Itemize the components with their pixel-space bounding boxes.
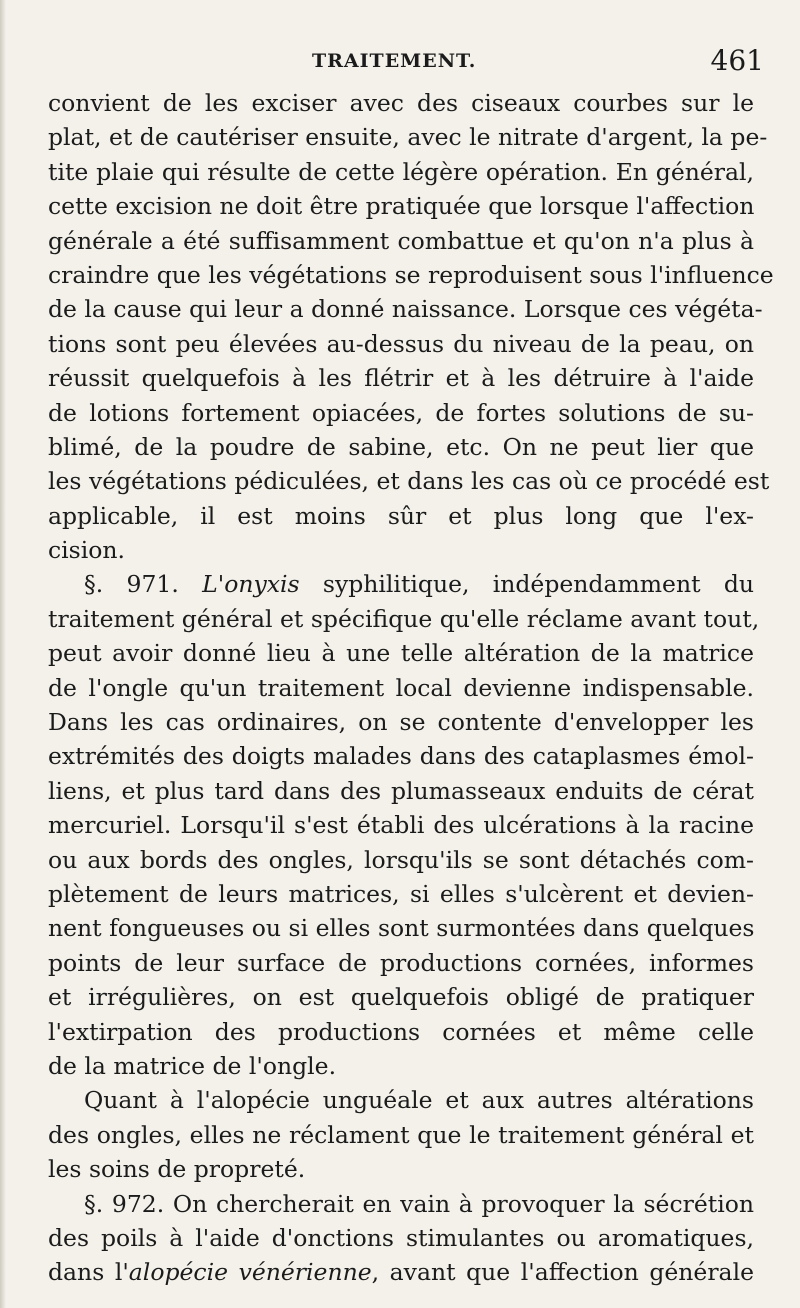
text-line: de la matrice de l'ongle. xyxy=(48,1051,337,1080)
text-line: de l'ongle qu'un traitement local devienne indispensable. xyxy=(48,673,754,702)
page-edge xyxy=(0,0,6,1308)
text-line: plètement de leurs matrices, si elles s'ulcèrent et devien- xyxy=(48,879,754,908)
page-number: 461 xyxy=(710,44,764,77)
text-line: cette excision ne doit être pratiquée que lorsque l'affection xyxy=(48,192,755,221)
text-line: blimé, de la poudre de sabine, etc. On ne peut lier que xyxy=(48,432,754,461)
text-line: ou aux bords des ongles, lorsqu'ils se sont détachés com- xyxy=(48,845,754,874)
text-line: mercuriel. Lorsqu'il s'est établi des ulcérations à la racine xyxy=(48,811,754,840)
text-line: et irrégulières, on est quelquefois obligé de pratiquer xyxy=(48,983,754,1012)
text-line: générale a été suffisamment combattue et qu'on n'a plus à xyxy=(48,226,754,255)
text-line: craindre que les végétations se reproduisent sous l'influence xyxy=(48,260,774,289)
text-line: cision. xyxy=(48,536,126,565)
text-line: Dans les cas ordinaires, on se contente d'envelopper les xyxy=(48,708,754,737)
text-line: §. 971. L'onyxis syphilitique, indépendamment du xyxy=(84,570,754,599)
text-line: l'extirpation des productions cornées et même celle xyxy=(48,1017,754,1046)
text-line: extrémités des doigts malades dans des cataplasmes émol- xyxy=(48,742,754,771)
text-line: nent fongueuses ou si elles sont surmontées dans quelques xyxy=(48,914,755,943)
text-line: de lotions fortement opiacées, de fortes solutions de su- xyxy=(48,398,754,427)
text-line: traitement général et spécifique qu'elle réclame avant tout, xyxy=(48,604,760,633)
text-line: applicable, il est moins sûr et plus long que l'ex- xyxy=(48,501,754,530)
text-line: de la cause qui leur a donné naissance. Lorsque ces végéta- xyxy=(48,295,763,324)
text-line: peut avoir donné lieu à une telle altération de la matrice xyxy=(48,639,754,668)
text-line: tions sont peu élevées au-dessus du niveau de la peau, on xyxy=(48,329,754,358)
page-header xyxy=(0,44,800,84)
text-line: Quant à l'alopécie unguéale et aux autres altérations xyxy=(84,1086,754,1115)
text-line: tite plaie qui résulte de cette légère opération. En général, xyxy=(48,157,754,186)
text-line: §. 972. On chercherait en vain à provoquer la sécrétion xyxy=(84,1189,754,1218)
text-line: points de leur surface de productions cornées, informes xyxy=(48,948,754,977)
text-line: des ongles, elles ne réclament que le traitement général et xyxy=(48,1120,754,1149)
body-text xyxy=(48,86,774,1290)
text-line: les soins de propreté. xyxy=(48,1155,306,1184)
text-line: plat, et de cautériser ensuite, avec le nitrate d'argent, la pe- xyxy=(48,123,768,152)
running-head: TRAITEMENT. xyxy=(312,50,477,72)
text-line: dans l'alopécie vénérienne, avant que l'affection générale xyxy=(48,1258,754,1287)
text-line: convient de les exciser avec des ciseaux courbes sur le xyxy=(48,89,754,117)
text-line: liens, et plus tard dans des plumasseaux enduits de cérat xyxy=(48,776,754,805)
text-line: réussit quelquefois à les flétrir et à les détruire à l'aide xyxy=(48,364,754,393)
text-line: des poils à l'aide d'onctions stimulantes ou aromatiques, xyxy=(48,1223,754,1252)
text-line: les végétations pédiculées, et dans les cas où ce procédé est xyxy=(48,467,770,496)
